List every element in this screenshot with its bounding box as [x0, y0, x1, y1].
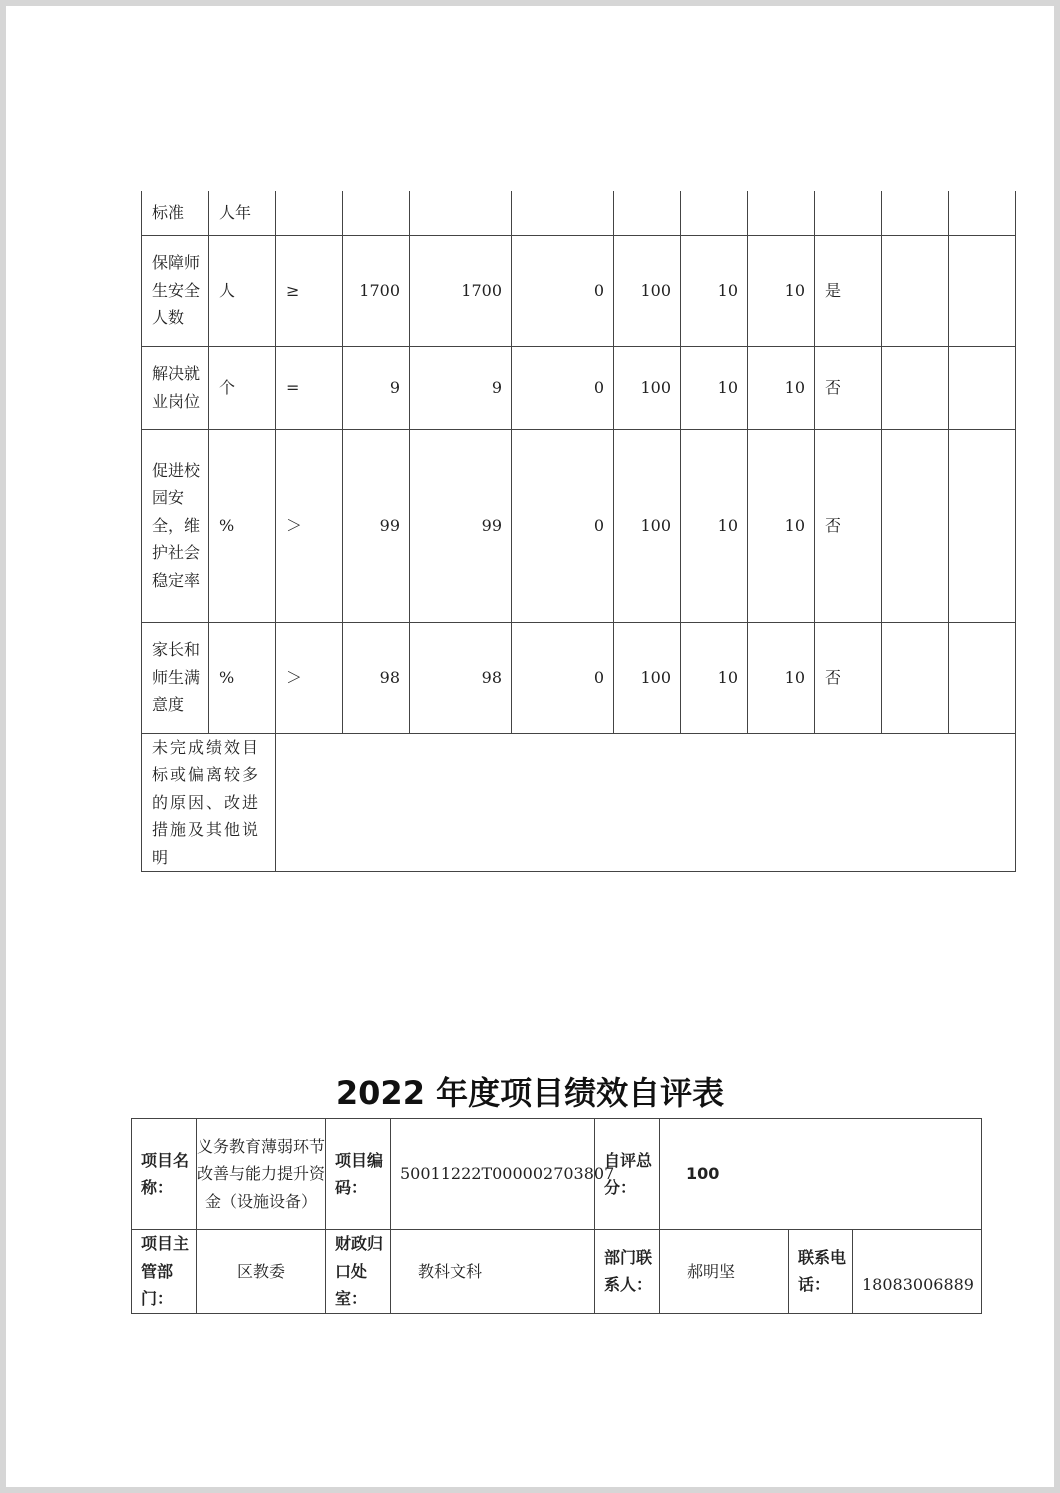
phone-label: 联系电话： — [789, 1230, 853, 1314]
extra-cell — [949, 191, 1016, 235]
target-cell: 99 — [343, 429, 410, 622]
dept-label: 项目主管部门： — [132, 1230, 197, 1314]
score-cell — [748, 191, 815, 235]
phone-value: 18083006889 — [853, 1230, 982, 1314]
core-indicator-cell: 否 — [815, 429, 882, 622]
indicator-cell: 家长和师生满意度 — [142, 622, 209, 733]
table-row — [142, 622, 1016, 733]
score-cell: 10 — [748, 622, 815, 733]
project-code-label: 项目编码： — [326, 1119, 391, 1230]
contact-label: 部门联系人： — [595, 1230, 660, 1314]
page-title: 2022 年度项目绩效自评表 — [335, 1074, 725, 1112]
score-cell: 10 — [748, 346, 815, 429]
extra-cell — [882, 191, 949, 235]
table-row — [142, 191, 1016, 235]
table-row — [142, 235, 1016, 346]
extra-cell — [882, 235, 949, 346]
score-label: 自评总分： — [595, 1119, 660, 1230]
document-page — [6, 6, 1054, 1487]
target-cell — [343, 191, 410, 235]
extra-cell — [882, 346, 949, 429]
performance-indicator-table — [141, 191, 1016, 872]
project-code-value: 50011222T000002703807 — [391, 1119, 595, 1230]
target-cell: 98 — [343, 622, 410, 733]
extra-cell — [949, 429, 1016, 622]
indicator-cell: 标准 — [142, 191, 209, 235]
core-indicator-cell — [815, 191, 882, 235]
weight-cell: 10 — [681, 622, 748, 733]
indicator-cell: 解决就业岗位 — [142, 346, 209, 429]
unit-cell: 人年 — [209, 191, 276, 235]
weight-cell: 10 — [681, 346, 748, 429]
indicator-cell: 保障师生安全人数 — [142, 235, 209, 346]
note-label-cell: 未完成绩效目标或偏离较多的原因、改进措施及其他说明 — [142, 733, 276, 872]
extra-cell — [949, 622, 1016, 733]
core-indicator-cell: 是 — [815, 235, 882, 346]
weight-cell: 10 — [681, 235, 748, 346]
unit-cell: 人 — [209, 235, 276, 346]
target-cell: 9 — [343, 346, 410, 429]
deviation-cell: 0 — [512, 429, 614, 622]
contact-value: 郝明坚 — [660, 1230, 789, 1314]
unit-cell: 个 — [209, 346, 276, 429]
table-row — [142, 733, 1016, 872]
extra-cell — [949, 346, 1016, 429]
symbol-cell — [276, 191, 343, 235]
deviation-cell — [512, 191, 614, 235]
table-row — [132, 1119, 982, 1230]
extra-cell — [882, 429, 949, 622]
symbol-cell: = — [276, 346, 343, 429]
deviation-cell: 0 — [512, 235, 614, 346]
table-row — [142, 346, 1016, 429]
extra-cell — [949, 235, 1016, 346]
extra-cell — [882, 622, 949, 733]
finance-office-label: 财政归口处室： — [326, 1230, 391, 1314]
score-value: 100 — [660, 1119, 982, 1230]
actual-cell: 99 — [410, 429, 512, 622]
finance-office-value: 教科文科 — [391, 1230, 595, 1314]
symbol-cell: ＞ — [276, 429, 343, 622]
rate-cell: 100 — [614, 622, 681, 733]
unit-cell: % — [209, 622, 276, 733]
actual-cell — [410, 191, 512, 235]
project-name-label: 项目名称： — [132, 1119, 197, 1230]
weight-cell — [681, 191, 748, 235]
actual-cell: 1700 — [410, 235, 512, 346]
core-indicator-cell: 否 — [815, 346, 882, 429]
score-cell: 10 — [748, 429, 815, 622]
deviation-cell: 0 — [512, 346, 614, 429]
actual-cell: 9 — [410, 346, 512, 429]
score-cell: 10 — [748, 235, 815, 346]
note-value-cell — [276, 733, 1016, 872]
weight-cell: 10 — [681, 429, 748, 622]
rate-cell: 100 — [614, 346, 681, 429]
dept-value: 区教委 — [197, 1230, 326, 1314]
core-indicator-cell: 否 — [815, 622, 882, 733]
rate-cell: 100 — [614, 429, 681, 622]
rate-cell — [614, 191, 681, 235]
table-row — [132, 1230, 982, 1314]
symbol-cell: ＞ — [276, 622, 343, 733]
target-cell: 1700 — [343, 235, 410, 346]
indicator-cell: 促进校园安全，维护社会稳定率 — [142, 429, 209, 622]
rate-cell: 100 — [614, 235, 681, 346]
project-info-table — [131, 1118, 982, 1314]
table-row — [142, 429, 1016, 622]
actual-cell: 98 — [410, 622, 512, 733]
unit-cell: % — [209, 429, 276, 622]
symbol-cell: ≥ — [276, 235, 343, 346]
project-name-value: 义务教育薄弱环节改善与能力提升资金（设施设备） — [197, 1119, 326, 1230]
deviation-cell: 0 — [512, 622, 614, 733]
